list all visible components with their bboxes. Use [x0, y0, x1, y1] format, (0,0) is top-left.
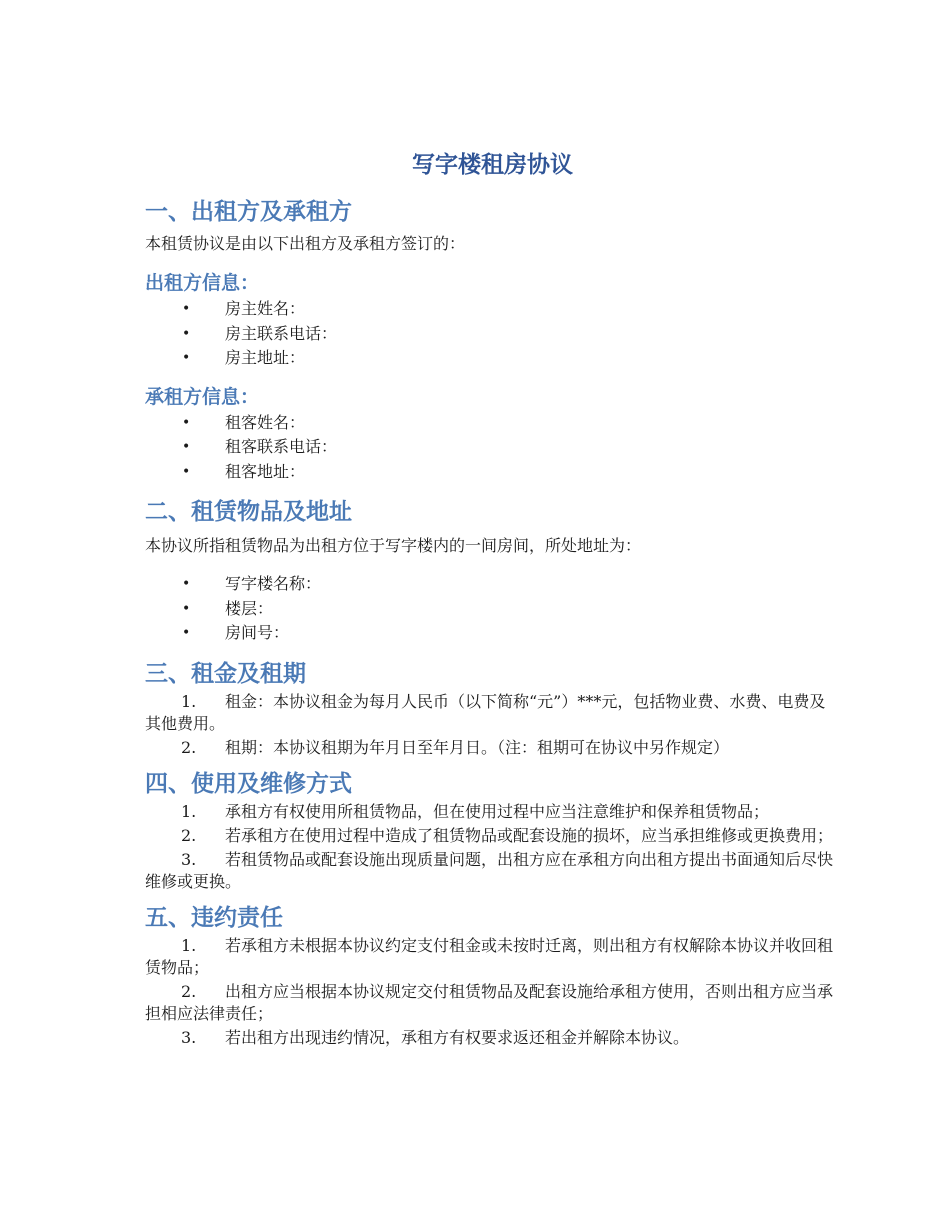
list-item: 1. 承租方有权使用所租赁物品，但在使用过程中应当注意维护和保养租赁物品；	[181, 801, 770, 821]
rental-address-list	[145, 572, 840, 646]
list-item: • 房主姓名：	[145, 297, 840, 322]
tenant-info-list	[145, 411, 840, 485]
list-item: • 租客地址：	[145, 460, 840, 485]
list-item: 1. 若承租方未根据本协议约定支付租金或未按时迁离，则出租方有权解除本协议并收回租赁物品；	[145, 935, 834, 977]
section-5-heading: 五、违约责任	[145, 904, 283, 931]
list-item: • 房主联系电话：	[145, 322, 840, 347]
usage-maintenance-list	[145, 801, 840, 893]
list-item: • 租客姓名：	[145, 411, 840, 436]
landlord-info-list	[145, 297, 840, 371]
list-item: 2. 租期：本协议租期为年月日至年月日。（注：租期可在协议中另作规定）	[181, 737, 730, 757]
document-page	[145, 148, 840, 1051]
list-item: • 租客联系电话：	[145, 435, 840, 460]
list-item: 1. 租金：本协议租金为每月人民币（以下简称“元”）***元，包括物业费、水费、电费及其他费用。	[145, 691, 826, 733]
rent-terms-list	[145, 691, 840, 759]
list-item: 3. 若出租方出现违约情况，承租方有权要求返还租金并解除本协议。	[181, 1027, 690, 1047]
landlord-info-heading: 出租方信息：	[145, 272, 260, 294]
list-item: 3. 若租赁物品或配套设施出现质量问题，出租方应在承租方向出租方提出书面通知后尽快维修或更换。	[145, 849, 834, 891]
document-title: 写字楼租房协议	[412, 152, 573, 178]
list-item: 2. 若承租方在使用过程中造成了租赁物品或配套设施的损坏，应当承担维修或更换费用；	[181, 825, 834, 845]
list-item: • 房主地址：	[145, 346, 840, 371]
bullet-icon: •	[182, 439, 191, 455]
bullet-icon: •	[182, 600, 191, 617]
list-item: • 写字楼名称：	[145, 572, 840, 597]
bullet-icon: •	[182, 576, 191, 592]
bullet-icon: •	[182, 350, 191, 366]
list-item: • 楼层：	[145, 597, 840, 622]
section-2-intro: 本协议所指租赁物品为出租方位于写字楼内的一间房间，所处地址为：	[145, 536, 642, 555]
bullet-icon: •	[182, 325, 191, 342]
bullet-icon: •	[182, 463, 191, 480]
bullet-icon: •	[182, 414, 191, 431]
bullet-icon: •	[182, 625, 191, 641]
section-2-heading: 二、租赁物品及地址	[145, 499, 352, 525]
section-4-heading: 四、使用及维修方式	[145, 770, 352, 797]
section-3-heading: 三、租金及租期	[145, 660, 306, 687]
list-item: • 房间号：	[145, 621, 840, 646]
section-1-heading: 一、出租方及承租方	[145, 199, 352, 225]
tenant-info-heading: 承租方信息：	[145, 385, 260, 408]
section-1-intro: 本租赁协议是由以下出租方及承租方签订的：	[145, 234, 466, 253]
bullet-icon: •	[182, 301, 191, 317]
list-item: 2. 出租方应当根据本协议规定交付租赁物品及配套设施给承租方使用，否则出租方应当承担相应法律责任；	[145, 981, 834, 1023]
liability-list	[145, 935, 840, 1049]
